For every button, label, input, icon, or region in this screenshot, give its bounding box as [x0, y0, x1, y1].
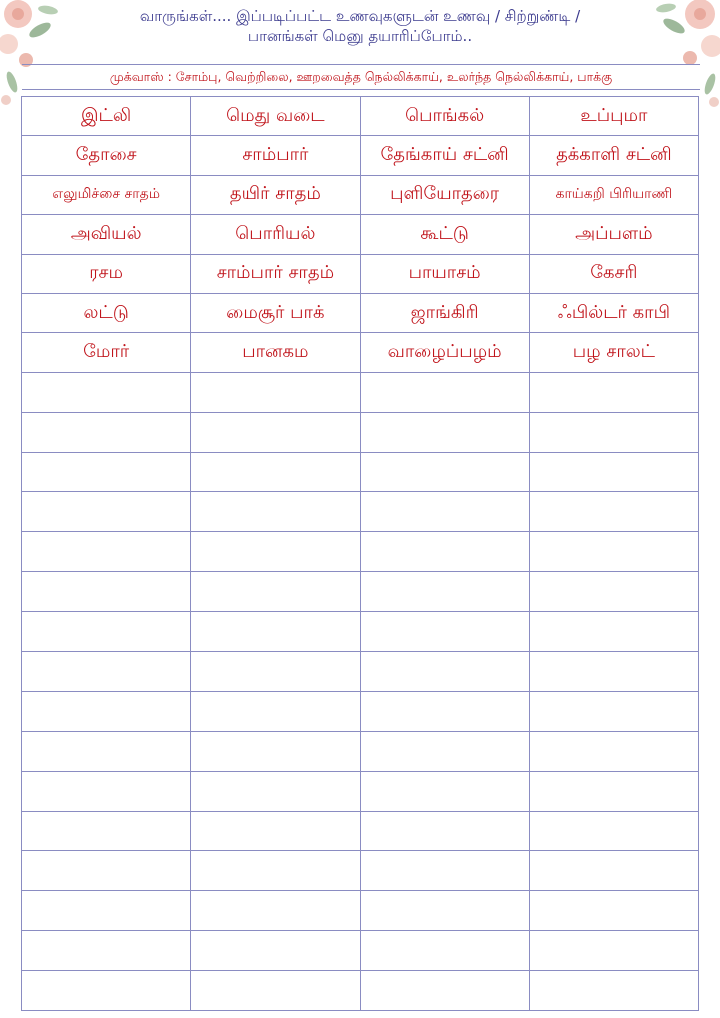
- empty-cell: [529, 691, 698, 731]
- menu-item: எலுமிச்சை சாதம்: [22, 175, 191, 214]
- empty-cell: [22, 811, 191, 851]
- menu-item: ரசம: [22, 254, 191, 293]
- empty-cell: [22, 731, 191, 771]
- empty-cell: [22, 492, 191, 532]
- empty-row: [22, 372, 699, 412]
- empty-cell: [191, 372, 360, 412]
- menu-row: [22, 136, 699, 175]
- menu-row: [22, 97, 699, 136]
- empty-row: [22, 971, 699, 1011]
- menu-item: பானகம: [191, 333, 360, 372]
- menu-item: அவியல்: [22, 215, 191, 254]
- menu-row: [22, 293, 699, 332]
- menu-item: இட்லி: [22, 97, 191, 136]
- empty-cell: [529, 492, 698, 532]
- empty-cell: [360, 452, 529, 492]
- empty-cell: [22, 452, 191, 492]
- empty-cell: [22, 971, 191, 1011]
- empty-cell: [191, 771, 360, 811]
- empty-cell: [22, 412, 191, 452]
- menu-item: தோசை: [22, 136, 191, 175]
- empty-cell: [360, 971, 529, 1011]
- empty-cell: [22, 771, 191, 811]
- menu-row: [22, 215, 699, 254]
- empty-cell: [22, 931, 191, 971]
- empty-cell: [360, 532, 529, 572]
- empty-cell: [191, 731, 360, 771]
- menu-item: தக்காளி சட்னி: [529, 136, 698, 175]
- empty-cell: [529, 651, 698, 691]
- menu-item: சாம்பார்: [191, 136, 360, 175]
- empty-cell: [22, 532, 191, 572]
- empty-cell: [191, 651, 360, 691]
- empty-cell: [360, 771, 529, 811]
- menu-item: தேங்காய் சட்னி: [360, 136, 529, 175]
- empty-row: [22, 532, 699, 572]
- header-line-1: வாருங்கள்.... இப்படிப்பட்ட உணவுகளுடன் உணவு / சிற்றுண்டி /: [139, 7, 581, 25]
- empty-row: [22, 412, 699, 452]
- menu-row: [22, 175, 699, 214]
- mukvas-line: முக்வாஸ் : சோம்பு, வெற்றிலை, ஊறவைத்த நெல்லிக்காய், உலர்ந்த நெல்லிக்காய், பாக்கு: [22, 64, 700, 90]
- empty-row: [22, 492, 699, 532]
- empty-cell: [191, 532, 360, 572]
- empty-row: [22, 851, 699, 891]
- empty-cell: [22, 612, 191, 652]
- empty-cell: [22, 572, 191, 612]
- menu-item: ஃபில்டர் காபி: [529, 293, 698, 332]
- menu-item: பாயாசம்: [360, 254, 529, 293]
- empty-cell: [529, 891, 698, 931]
- menu-item: புளியோதரை: [360, 175, 529, 214]
- empty-cell: [191, 412, 360, 452]
- empty-cell: [529, 532, 698, 572]
- menu-item: கேசரி: [529, 254, 698, 293]
- empty-cell: [529, 811, 698, 851]
- empty-cell: [360, 412, 529, 452]
- empty-cell: [22, 851, 191, 891]
- empty-cell: [191, 612, 360, 652]
- empty-row: [22, 452, 699, 492]
- empty-cell: [529, 372, 698, 412]
- empty-cell: [360, 811, 529, 851]
- empty-cell: [529, 612, 698, 652]
- empty-cell: [529, 851, 698, 891]
- empty-row: [22, 651, 699, 691]
- empty-cell: [360, 372, 529, 412]
- empty-cell: [191, 971, 360, 1011]
- empty-cell: [22, 891, 191, 931]
- menu-item: அப்பளம்: [529, 215, 698, 254]
- header-line-2: பானங்கள் மெனு தயாரிப்போம்..: [247, 27, 473, 45]
- empty-cell: [360, 931, 529, 971]
- empty-row: [22, 612, 699, 652]
- empty-row: [22, 771, 699, 811]
- menu-item: பொரியல்: [191, 215, 360, 254]
- empty-cell: [360, 891, 529, 931]
- empty-cell: [360, 651, 529, 691]
- menu-item: காய்கறி பிரியாணி: [529, 175, 698, 214]
- empty-cell: [360, 851, 529, 891]
- empty-cell: [191, 931, 360, 971]
- menu-item: கூட்டு: [360, 215, 529, 254]
- empty-cell: [191, 452, 360, 492]
- empty-cell: [529, 452, 698, 492]
- empty-cell: [360, 731, 529, 771]
- empty-row: [22, 891, 699, 931]
- menu-item: மைசூர் பாக்: [191, 293, 360, 332]
- empty-cell: [191, 891, 360, 931]
- empty-cell: [191, 492, 360, 532]
- empty-cell: [529, 971, 698, 1011]
- empty-cell: [191, 572, 360, 612]
- menu-row: [22, 254, 699, 293]
- empty-cell: [529, 731, 698, 771]
- empty-cell: [360, 572, 529, 612]
- empty-cell: [191, 811, 360, 851]
- empty-row: [22, 931, 699, 971]
- empty-cell: [360, 612, 529, 652]
- menu-item: மெது வடை: [191, 97, 360, 136]
- menu-table: [21, 96, 699, 1011]
- empty-row: [22, 731, 699, 771]
- menu-item: மோர்: [22, 333, 191, 372]
- empty-cell: [529, 771, 698, 811]
- menu-item: வாழைப்பழம்: [360, 333, 529, 372]
- menu-item: ஜாங்கிரி: [360, 293, 529, 332]
- empty-cell: [529, 931, 698, 971]
- menu-item: லட்டு: [22, 293, 191, 332]
- menu-item: பொங்கல்: [360, 97, 529, 136]
- menu-item: சாம்பார் சாதம்: [191, 254, 360, 293]
- menu-row: [22, 333, 699, 372]
- empty-cell: [529, 412, 698, 452]
- menu-item: தயிர் சாதம்: [191, 175, 360, 214]
- menu-item: பழ சாலட்: [529, 333, 698, 372]
- empty-cell: [360, 691, 529, 731]
- page-header: [70, 6, 650, 46]
- menu-item: உப்புமா: [529, 97, 698, 136]
- empty-row: [22, 811, 699, 851]
- empty-cell: [22, 691, 191, 731]
- empty-cell: [191, 691, 360, 731]
- empty-cell: [22, 651, 191, 691]
- empty-cell: [191, 851, 360, 891]
- empty-cell: [360, 492, 529, 532]
- empty-row: [22, 691, 699, 731]
- empty-cell: [529, 572, 698, 612]
- empty-row: [22, 572, 699, 612]
- empty-cell: [22, 372, 191, 412]
